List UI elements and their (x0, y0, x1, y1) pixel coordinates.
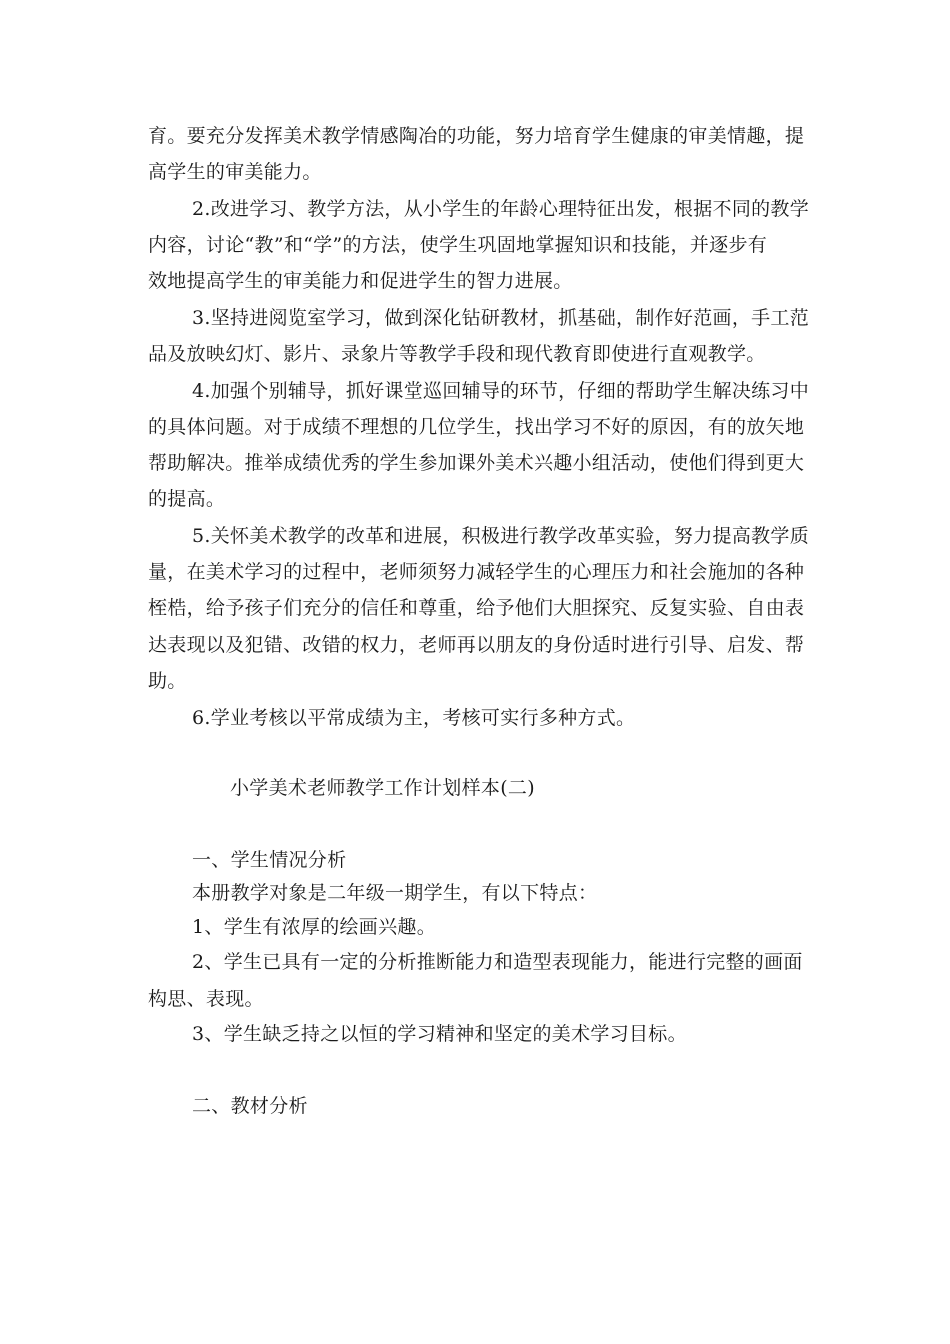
paragraph-line: 品及放映幻灯、影片、录象片等教学手段和现代教育即使进行直观教学。 (148, 343, 766, 365)
paragraph-line: 本册教学对象是二年级一期学生，有以下特点： (192, 882, 598, 904)
list-item: 3、学生缺乏持之以恒的学习精神和坚定的美术学习目标。 (192, 1023, 687, 1045)
paragraph-line: 育。要充分发挥美术教学情感陶冶的功能，努力培育学生健康的审美情趣，提 (148, 125, 805, 147)
section-title: 小学美术老师教学工作计划样本(二) (230, 777, 535, 799)
paragraph-line: 助。 (148, 670, 187, 692)
section-heading: 一、学生情况分析 (192, 849, 347, 871)
list-item: 1、学生有浓厚的绘画兴趣。 (192, 916, 436, 938)
paragraph-line: 内容，讨论“教”和“学”的方法，使学生巩固地掌握知识和技能，并逐步有 (148, 234, 768, 256)
list-item: 2、学生已具有一定的分析推断能力和造型表现能力，能进行完整的画面 (192, 951, 803, 973)
paragraph-line: 效地提高学生的审美能力和促进学生的智力进展。 (148, 270, 573, 292)
paragraph-line: 桎梏，给予孩子们充分的信任和尊重，给予他们大胆探究、反复实验、自由表 (148, 597, 805, 619)
paragraph-line: 的提高。 (148, 488, 226, 510)
section-heading: 二、教材分析 (192, 1095, 308, 1117)
paragraph-line: 达表现以及犯错、改错的权力，老师再以朋友的身份适时进行引导、启发、帮 (148, 634, 805, 656)
paragraph-line: 6.学业考核以平常成绩为主，考核可实行多种方式。 (192, 707, 636, 729)
paragraph-line: 3.坚持进阅览室学习，做到深化钻研教材，抓基础，制作好范画，手工范 (192, 307, 810, 329)
paragraph-line: 5.关怀美术教学的改革和进展，积极进行教学改革实验，努力提高教学质 (192, 525, 810, 547)
paragraph-line: 帮助解决。推举成绩优秀的学生参加课外美术兴趣小组活动，使他们得到更大 (148, 452, 805, 474)
paragraph-line: 2.改进学习、教学方法，从小学生的年龄心理特征出发，根据不同的教学 (192, 198, 810, 220)
list-item-continuation: 构思、表现。 (148, 988, 264, 1010)
paragraph-line: 的具体问题。对于成绩不理想的几位学生，找出学习不好的原因，有的放矢地 (148, 416, 805, 438)
paragraph-line: 量，在美术学习的过程中，老师须努力减轻学生的心理压力和社会施加的各种 (148, 561, 805, 583)
paragraph-line: 4.加强个别辅导，抓好课堂巡回辅导的环节，仔细的帮助学生解决练习中 (192, 380, 810, 402)
paragraph-line: 高学生的审美能力。 (148, 161, 322, 183)
